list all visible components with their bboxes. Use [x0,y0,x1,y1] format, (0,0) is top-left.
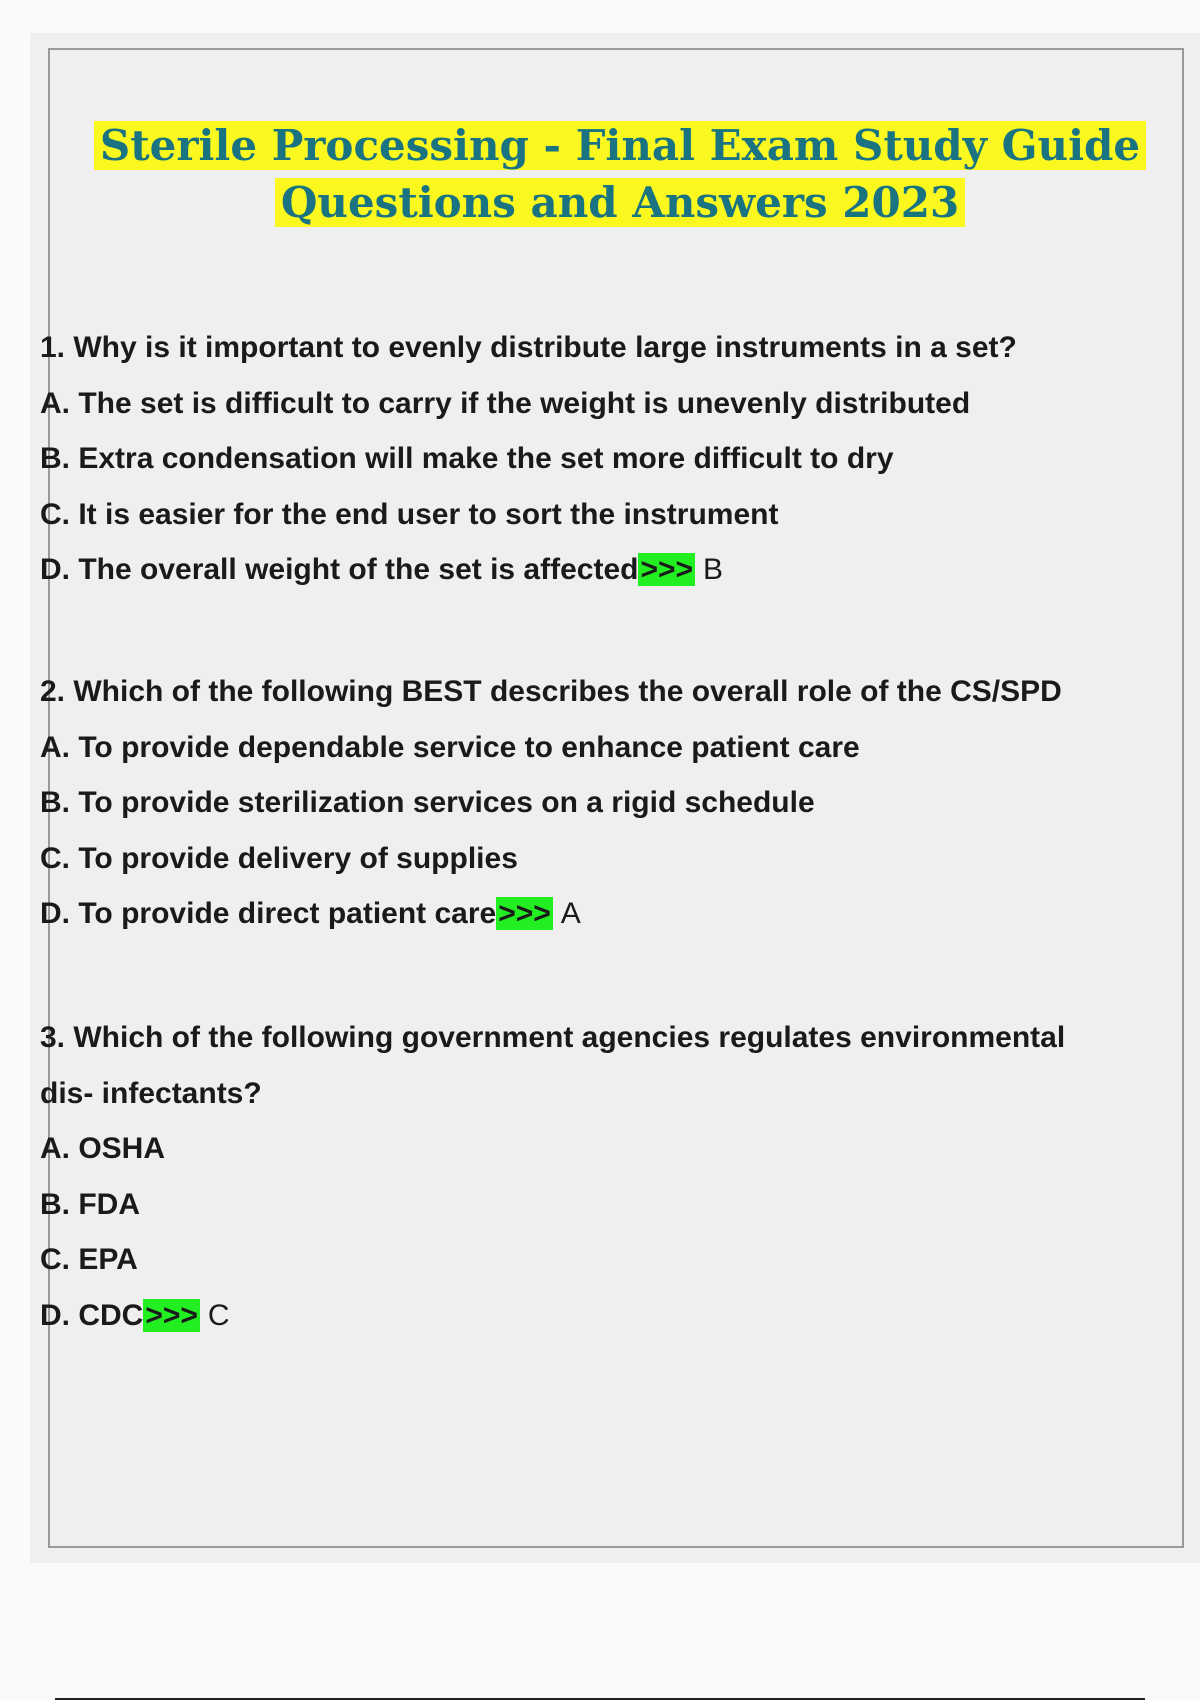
question-2-option-b: B. To provide sterilization services on a rigid schedule [40,786,815,819]
answer-marker: >>> [640,553,694,586]
question-3 [40,1010,1170,1343]
question-1-answer: B [703,553,724,586]
question-2 [40,664,1170,942]
title-highlight-2: Questions and Answers 2023 [275,178,965,227]
question-3-option-d: D. CDC [40,1298,144,1332]
question-1 [40,320,1170,598]
answer-marker: >>> [498,897,551,930]
question-2-option-c: C. To provide delivery of supplies [40,841,518,875]
question-1-option-d-row [40,542,1170,598]
question-1-option-a: A. The set is difficult to carry if the weight is unevenly distributed [40,386,971,420]
question-2-option-a: A. To provide dependable service to enhance patient care [40,730,860,764]
question-1-option-d: D. The overall weight of the set is affected [40,553,639,586]
question-3-option-d-row [40,1288,1170,1344]
question-2-option-d: D. To provide direct patient care [40,897,497,930]
question-3-answer: C [207,1298,230,1332]
question-1-option-c: C. It is easier for the end user to sort the instrument [40,497,779,531]
question-1-stem: 1. Why is it important to evenly distribute large instruments in a set? [40,331,1017,364]
question-3-option-a: A. OSHA [40,1132,166,1165]
question-3-stem-continued: dis- infectants? [40,1076,262,1110]
document-title [0,117,1200,231]
question-3-option-b: B. FDA [40,1187,140,1221]
question-3-stem: 3. Which of the following government agencies regulates environmental [40,1021,1066,1054]
question-2-option-d-row [40,886,1170,942]
question-2-answer: A [560,897,581,930]
question-1-option-b: B. Extra condensation will make the set more difficult to dry [40,442,894,475]
question-2-stem: 2. Which of the following BEST describes the overall role of the CS/SPD [40,675,1062,708]
title-line-1 [0,117,1200,174]
question-3-option-c: C. EPA [40,1243,138,1276]
answer-marker: >>> [145,1298,198,1332]
title-highlight-1: Sterile Processing - Final Exam Study Guide [94,121,1146,170]
title-line-2 [0,174,1200,231]
